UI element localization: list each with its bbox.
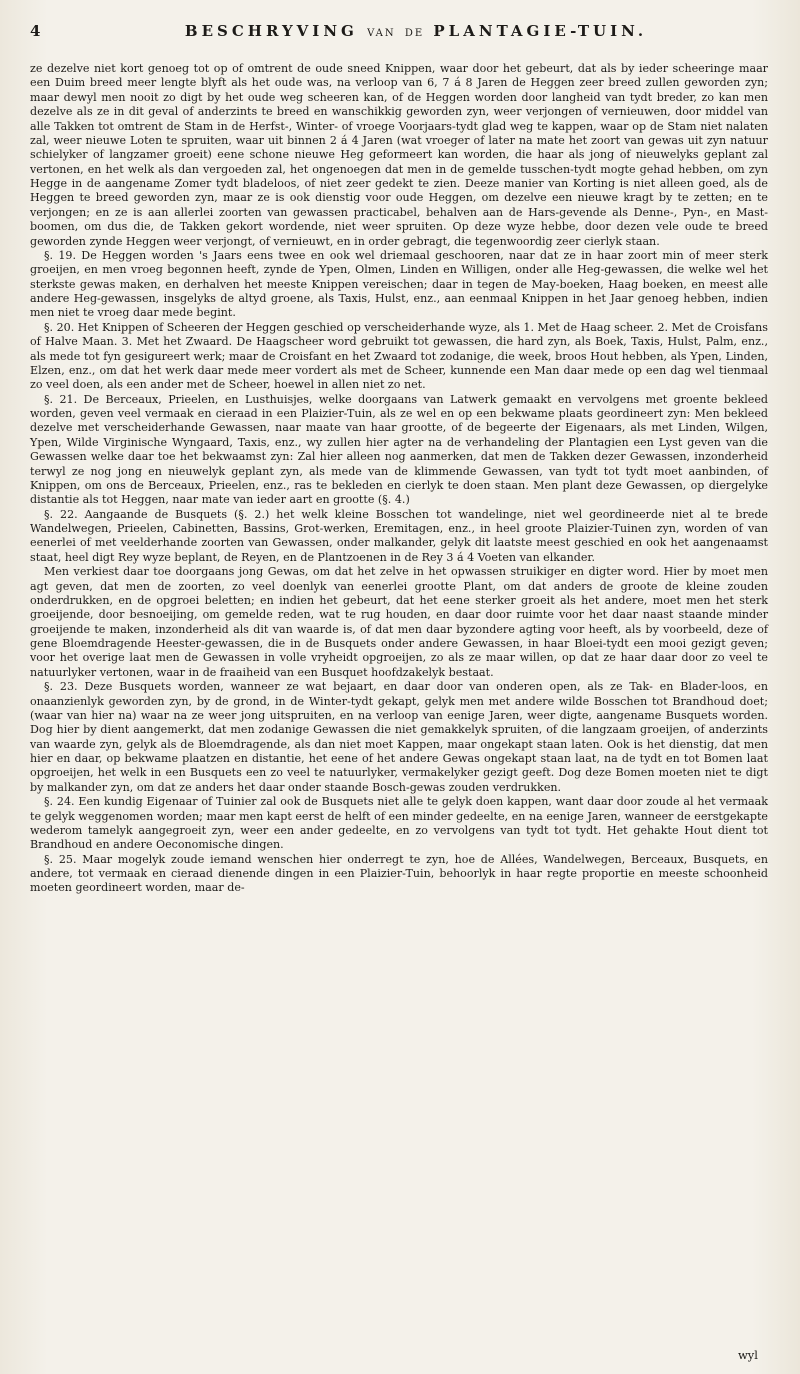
section-24: §. 24. Een kundig Eigenaar of Tuinier zal ook de Busquets niet alle te gelyk doen kappen, want daar door zoude al het vermaak te gelyk weggenomen worden; maar men kapt eerst de helft of een minder gedeelte, en na eenige Jaren, wanneer de eerstgekapte wederom tamelyk aangegroeit zyn, weer een ander gedeelte, en zo vervolgens van tydt tot tydt. Het gehakte Hout dient tot Brandhoud en andere Oeconomische dingen. (30, 795, 768, 852)
running-title-small2: DE (404, 28, 425, 39)
catchword: wyl (737, 1348, 758, 1362)
running-title-part1: BESCHRYVING (184, 22, 358, 40)
running-title (64, 22, 768, 40)
section-20: §. 20. Het Knippen of Scheeren der Heggen geschied op verscheiderhande wyze, als 1. Met de Haag scheer. 2. Met de Croisfans of Halve Maan. 3. Met het Zwaard. De Haagscheer word gebruikt tot gewassen, die hard zyn, als Boek, Taxis, Hulst, Palm, enz., als mede tot fyn gesigureert werk; maar de Croisfant en het Zwaard tot zodanige, die week, broos Hout hebben, als Ypen, Linden, Elzen, enz., om dat het werk daar mede meer vordert als met de Scheer, kunnende een Man daar mede op een dag wel tienmaal zo veel doen, als een ander met de Scheer, hoewel in allen niet zo net. (30, 320, 768, 392)
section-19: §. 19. De Heggen worden 's Jaars eens twee en ook wel driemaal geschooren, naar dat ze in haar zoort min of meer sterk groeijen, en men vroeg begonnen heeft, zynde de Ypen, Olmen, Linden en Willigen, onder alle Heg-gewassen, die welke wel het sterkste gewas maken, en derhalven het meeste Knippen vereischen; daar in tegen de May-boeken, Haag boeken, en meest alle andere Heg-gewassen, insgelyks de altyd groene, als Taxis, Hulst, enz., aan eenmaal Knippen in het Jaar genoeg hebben, indien men niet te vroeg daar mede begint. (30, 248, 768, 320)
section-25: §. 25. Maar mogelyk zoude iemand wenschen hier onderregt te zyn, hoe de Allées, Wandelwegen, Berceaux, Busquets, en andere, tot vermaak en cieraad dienende dingen in een Plaizier-Tuin, behoorlyk in haar regte proportie en meeste schoonheid moeten geordineert worden, maar de- (30, 852, 768, 895)
section-23: §. 23. Deze Busquets worden, wanneer ze wat bejaart, en daar door van onderen open, als ze Tak- en Blader-loos, en onaanzienlyk geworden zyn, by de grond, in de Winter-tydt gekapt, gelyk men met andere wilde Bosschen tot Brandhoud doet; (waar van hier na) waar na ze weer jong uitspruiten, en na verloop van eenige Jaren, weer digte, aangename Busquets worden. Dog hier by dient aangemerkt, dat men zodanige Gewassen die niet gemakkelyk spruiten, of die langzaam groeijen, of anderzints van waarde zyn, gelyk als de Bloemdragende, als dan niet moet Kappen, maar ongekapt staan laten. Ook is het dienstig, dat men hier en daar, op bekwame plaatzen en distantie, het eene of het andere Gewas ongekapt staan laat, na de tydt en tot Bomen laat opgroeijen, het welk in een Busquets een zo veel te natuurlyker, vermakelyker gezigt geeft. Dog deze Bomen moeten niet te digt by malkander zyn, om dat ze anders het daar onder staande Bosch-gewas zouden verdrukken. (30, 680, 768, 794)
body-text (30, 62, 768, 896)
running-head (30, 22, 768, 50)
section-22: §. 22. Aangaande de Busquets (§. 2.) het welk kleine Bosschen tot wandelinge, niet wel geordineerde niet al te brede Wandelwegen, Prieelen, Cabinetten, Bassins, Grot-werken, Eremitagen, enz., in heel groote Plaizier-Tuinen zyn, worden of van eenerlei of met veelderhande zoorten van Gewassen, onder malkander, gelyk dit laatste meest geschied en ook het aangenaamst staat, heel digt Rey wyze beplant, de Reyen, en de Plantzoenen in de Rey 3 á 4 Voeten van elkander. (30, 507, 768, 564)
section-22-continued: Men verkiest daar toe doorgaans jong Gewas, om dat het zelve in het opwassen struikiger en digter word. Hier by moet men agt geven, dat men de zoorten, zo veel doenlyk van eenerlei grootte Plant, om dat anders de groote de kleine zouden onderdrukken, en de opgroei beletten; en indien het gebeurt, dat het eene sterker groeit als het andere, moet men het sterk groeijende, door besnoeijing, om gemelde reden, wat te rug houden, en daar door ruimte voor het daar naast staande minder groeijende te maken, inzonderheid als dit van waarde is, of dat men daar byzondere agting voor heeft, als by voorbeeld, deze of gene Bloemdragende Heester-gewassen, die in de Busquets onder andere Gewassen, in haar Bloei-tydt een mooi gezigt geven; voor het overige laat men de Gewassen in volle vryheidt opgroeijen, zo als ze maar willen, op dat ze haar daar door zo veel te natuurlyker vertonen, waar in de fraaiheid van een Busquet hoofdzakelyk bestaat. (30, 565, 768, 679)
page-number: 4 (30, 22, 41, 40)
running-title-small1: VAN (367, 28, 396, 39)
running-title-part2: PLANTAGIE-TUIN. (433, 22, 648, 40)
paragraph-continuation: ze dezelve niet kort genoeg tot op of omtrent de oude sneed Knippen, waar door het gebeurt, dat als by ieder scheeringe maar een Duim breed meer lengte blyft als het oude was, na verloop van 6, 7 á 8 Jaren de Heggen zeer breed zullen geworden zyn; maar dewyl men nooit zo digt by het oude weg scheeren kan, of de Heggen worden door langheid van tydt breder, zo kan men dezelve als ze in dit geval of anderzints te breed en wanschikkig geworden zyn, weer verjongen of vernieuwen, door middel van alle Takken tot omtrent de Stam in de Herfst-, Winter- of vroege Voorjaars-tydt glad weg te kappen, waar op de Stam niet nalaten zal, weer nieuwe Loten te spruiten, waar uit binnen 2 á 4 Jaren (wat vroeger of later na mate het zoort van gewas uit zyn natuur schielyker of langzamer groeit) eene schone nieuwe Heg geformeert kan worden, die haar als jong of nieuwelyks geplant zal vertonen, en het welk als dan vergoeden zal, het ongenoegen dat men in de gemelde tusschen-tydt mogte gehad hebben, om zyn Hegge in de aangename Zomer tydt bladeloos, of niet zeer gedekt te zien. Deeze manier van Korting is niet alleen goed, als de Heggen te breed geworden zyn, maar ze is ook dienstig voor oude Heggen, om dezelve een nieuwe kragt by te zetten; en te verjongen; en ze is aan allerlei zoorten van gewassen practicabel, behalven aan de Hars-gevende als Denne-, Pyn-, en Mast-boomen, om dus die, de Takken gekort wordende, niet weer spruiten. Op deze wyze hebbe, door dezen vele oude te breed geworden zynde Heggen weer verjongt, of vernieuwt, en in order gebragt, die tegenwoordig zeer cierlyk staan. (30, 62, 768, 248)
section-21: §. 21. De Berceaux, Prieelen, en Lusthuisjes, welke doorgaans van Latwerk gemaakt en vervolgens met groente bekleed worden, geven veel vermaak en cieraad in een Plaizier-Tuin, als ze wel en op een bekwame plaats geordineert zyn: Men bekleed dezelve met verscheiderhande Gewassen, naar maate van haar grootte, of de begeerte der Eigenaars, als met Linden, Wilgen, Ypen, Wilde Virginische Wyngaard, Taxis, enz., wy zullen hier agter na de verhandeling der Plantagien een Lyst geven van die Gewassen welke daar toe het bekwaamst zyn: Zal hier alleen nog aanmerken, dat men de Takken dezer Gewassen, inzonderheid terwyl ze nog jong en nieuwelyk geplant zyn, als mede van de klimmende Gewassen, van tydt tot tydt moet aanbinden, of Knippen, om ons de Berceaux, Prieelen, enz., ras te bekleden en cierlyk te doen staan. Men plant deze Gewassen, op diergelyke distantie als tot Heggen, naar mate van ieder aart en grootte (§. 4.) (30, 392, 768, 507)
